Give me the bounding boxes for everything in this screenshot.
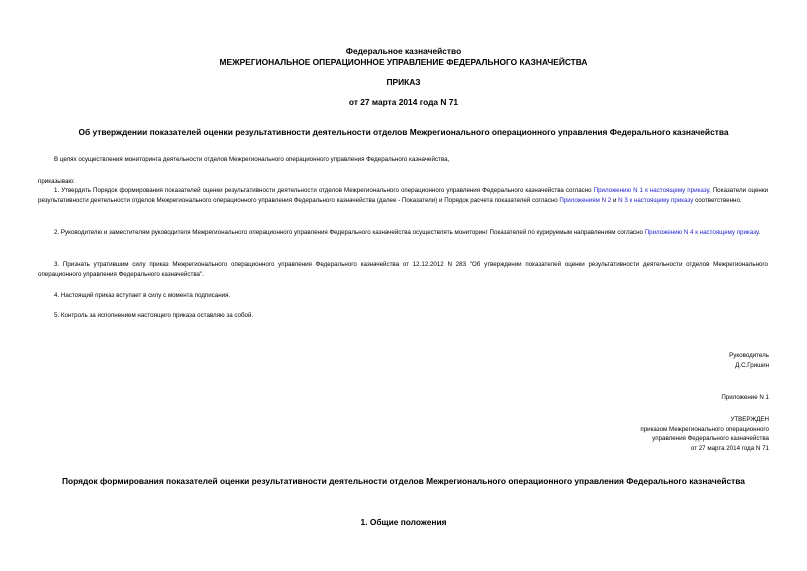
- p2-text-a: 2. Руководителю и заместителям руководителя Межрегионального операционного управления Федерального казначейства осуществлять мониторинг Показателей по курируемым направлениям согласно: [54, 229, 645, 236]
- signature-role: Руководитель: [729, 352, 769, 359]
- paragraph-4: 4. Настоящий приказ вступает в силу с момента подписания.: [54, 292, 231, 299]
- doc-title: Об утверждении показателей оценки результативности деятельности отделов Межрегионального операционного управления Федерального казначейства: [78, 127, 729, 137]
- link-appendix-4[interactable]: Приложению N 4 к настоящему приказу: [644, 229, 759, 236]
- order-word: приказываю:: [38, 178, 75, 185]
- p1-text-c: и: [611, 196, 619, 204]
- link-appendix-1[interactable]: Приложению N 1 к настоящему приказу: [593, 187, 709, 194]
- p1-text-d: соответственно.: [693, 196, 742, 204]
- dept-name: МЕЖРЕГИОНАЛЬНОЕ ОПЕРАЦИОННОЕ УПРАВЛЕНИЕ ФЕДЕРАЛЬНОГО КАЗНАЧЕЙСТВА: [219, 57, 588, 67]
- section-heading: 1. Общие положения: [360, 517, 447, 527]
- approved-line-1: приказом Межрегионального операционного: [640, 425, 769, 433]
- paragraph-1: [38, 186, 768, 205]
- p1-text-b: , Показатели оценки результативности деятельности отделов Межрегионального операционного управления Федерального казначейства (далее - Показатели) и Порядок расчета показателей согласно: [38, 187, 769, 204]
- p1-text-a: 1. Утвердить Порядок формирования показателей оценки результативности деятельности отделов Межрегионального операционного управления Федерального казначейства согласно: [54, 187, 594, 194]
- p2-text-b: .: [758, 229, 761, 236]
- doc-type: ПРИКАЗ: [386, 77, 421, 87]
- org-name: Федеральное казначейство: [345, 46, 462, 56]
- approved-word: УТВЕРЖДЕН: [730, 416, 769, 423]
- signature-name: Д.С.Гришин: [735, 361, 769, 369]
- paragraph-3: 3. Признать утратившим силу приказ Межрегионального операционного управления Федерального казначейства от 12.12.2012 N 283 "Об утверждении показателей оценки результативности деятельности отделов Межрегионального операционного управления Федерального казначейства".: [38, 261, 768, 278]
- signature-block: [729, 351, 769, 370]
- link-appendix-2[interactable]: Приложениям N 2: [559, 196, 612, 204]
- paragraph-2: [38, 228, 768, 238]
- preamble: В целях осуществления мониторинга деятельности отделов Межрегионального операционного управления Федерального казначейства,: [54, 156, 450, 163]
- doc-date-number: от 27 марта 2014 года N 71: [348, 97, 459, 107]
- approved-line-2: управления Федерального казначейства: [652, 435, 769, 442]
- approval-block: [640, 415, 769, 453]
- appendix-label: Приложение N 1: [721, 394, 769, 401]
- paragraph-5: 5. Контроль за исполнением настоящего приказа оставляю за собой.: [54, 312, 254, 319]
- appendix-title: Порядок формирования показателей оценки результативности деятельности отделов Межрегионального операционного управления Федерального казначейства: [62, 476, 745, 486]
- link-appendix-3[interactable]: N 3 к настоящему приказу: [618, 196, 694, 204]
- approved-line-3: от 27 марта 2014 года N 71: [690, 444, 769, 452]
